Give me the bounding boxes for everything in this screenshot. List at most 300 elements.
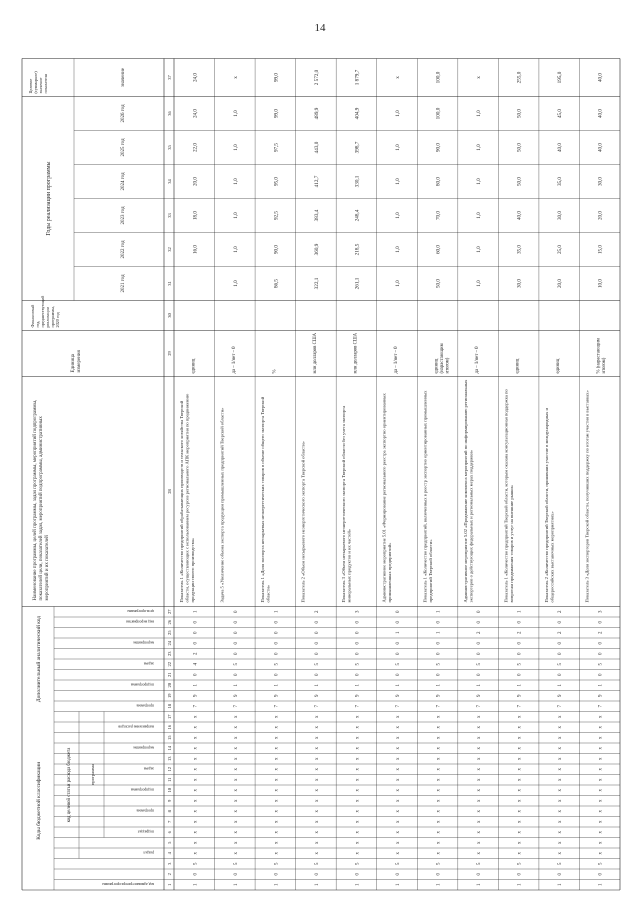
text-line: Финансовый bbox=[30, 304, 35, 328]
row-year-value: 100,0 bbox=[435, 107, 442, 120]
header-value: значение bbox=[121, 68, 126, 87]
row-name bbox=[260, 396, 271, 602]
row-year-value: 1,0 bbox=[232, 280, 239, 287]
code-cell: 0 bbox=[314, 873, 320, 876]
code-cell: х bbox=[517, 768, 523, 771]
row-unit bbox=[191, 358, 196, 373]
text-line: мероприятий и их показателей bbox=[45, 535, 50, 601]
header-year-1: 2021 год bbox=[121, 274, 126, 293]
code-cell: х bbox=[193, 789, 199, 792]
text-line: Административное мероприятие 5.02 «Продвижение комплекса мероприятий по информированию региональных bbox=[462, 379, 468, 603]
code-cell: 0 bbox=[396, 621, 401, 624]
row-name bbox=[422, 390, 433, 603]
row-year-value: 261,1 bbox=[354, 277, 361, 290]
row-total: 195,0 bbox=[557, 71, 564, 84]
code-cell: х bbox=[517, 726, 523, 729]
code-cell: х bbox=[477, 852, 483, 855]
row-year-value: 1,0 bbox=[395, 280, 401, 287]
header-code-label: программа bbox=[136, 703, 154, 708]
code-cell: 0 bbox=[477, 610, 483, 613]
row-year-value: 50,0 bbox=[516, 176, 523, 187]
colnum-33: 33 bbox=[167, 213, 172, 218]
row-unit bbox=[232, 346, 237, 374]
code-cell: х bbox=[558, 726, 564, 729]
code-cell: х bbox=[396, 789, 401, 792]
code-cell: 2 bbox=[558, 610, 564, 613]
code-cell: 1 bbox=[193, 883, 199, 886]
code-cell: х bbox=[477, 747, 483, 750]
code-cell: х bbox=[436, 852, 442, 855]
code-cell: х bbox=[355, 852, 361, 855]
code-cell: 9 bbox=[598, 694, 604, 697]
code-cell: х bbox=[477, 757, 483, 760]
row-year-value: 90,0 bbox=[273, 244, 280, 255]
code-cell: 0 bbox=[396, 873, 401, 876]
code-cell: 0 bbox=[233, 631, 239, 634]
header-name bbox=[33, 400, 50, 601]
code-cell: 1 bbox=[193, 610, 199, 613]
text-line: реализации bbox=[45, 307, 50, 328]
row-year-value: 20,0 bbox=[557, 278, 564, 289]
code-cell: 5 bbox=[558, 663, 564, 666]
code-cell: 0 bbox=[517, 673, 523, 676]
code-cell: х bbox=[558, 820, 564, 823]
code-cell: х bbox=[436, 789, 442, 792]
code-cell: х bbox=[598, 726, 604, 729]
row-year-value: 1,0 bbox=[232, 178, 239, 185]
row-year-value: 86,5 bbox=[273, 278, 280, 289]
header-code-label: направление расходов bbox=[118, 724, 154, 729]
code-cell: 0 bbox=[193, 873, 199, 876]
row-year-value: 22,0 bbox=[192, 142, 199, 153]
text-line: (суммарное) bbox=[33, 71, 38, 94]
code-cell: 0 bbox=[355, 673, 361, 676]
code-cell: 1 bbox=[598, 883, 604, 886]
code-cell: 1 bbox=[274, 684, 280, 687]
row-year-value: 20,0 bbox=[597, 210, 604, 221]
code-cell: 9 bbox=[274, 694, 280, 697]
text-line: единиц bbox=[556, 358, 562, 374]
code-cell: 1 bbox=[436, 684, 442, 687]
code-cell: 0 bbox=[193, 642, 199, 645]
code-cell: 0 bbox=[193, 631, 199, 634]
code-cell: х bbox=[436, 768, 442, 771]
colnum-9: 9 bbox=[167, 799, 172, 802]
colnum-2: 2 bbox=[167, 873, 172, 876]
code-cell: х bbox=[436, 757, 442, 760]
text-line: Административное мероприятие 5.01 «Формирование регионального реестра экспортно ориентированных bbox=[381, 393, 387, 603]
row-total: 40,0 bbox=[597, 72, 604, 83]
row-year-value: 1,0 bbox=[232, 110, 239, 117]
code-cell: 7 bbox=[477, 705, 483, 708]
code-cell: 1 bbox=[233, 684, 239, 687]
code-cell: х bbox=[517, 831, 523, 834]
colnum-12: 12 bbox=[167, 767, 172, 772]
code-cell: х bbox=[233, 852, 239, 855]
row-year-value: 60,0 bbox=[435, 244, 442, 255]
code-cell: х bbox=[355, 831, 361, 834]
code-cell: 5 bbox=[396, 663, 401, 666]
code-cell: х bbox=[558, 789, 564, 792]
row-total: 24,0 bbox=[192, 72, 199, 83]
row-year-value: 383,4 bbox=[313, 209, 320, 222]
text-line: да – 1/нет – 0 bbox=[394, 346, 399, 374]
code-cell: 0 bbox=[436, 642, 442, 645]
header-unit bbox=[71, 349, 82, 372]
code-cell: х bbox=[355, 747, 361, 750]
row-year-value: 1,0 bbox=[476, 178, 483, 185]
code-cell: 0 bbox=[558, 673, 564, 676]
row-year-value: 1,0 bbox=[476, 212, 483, 219]
row-year-value: 95,0 bbox=[273, 176, 280, 187]
code-cell: х bbox=[558, 852, 564, 855]
code-cell: х bbox=[517, 789, 523, 792]
code-cell: 1 bbox=[274, 883, 280, 886]
code-cell: х bbox=[558, 736, 564, 739]
code-cell: 1 bbox=[314, 684, 320, 687]
header-target-expense: код целевой статьи расхода бюджета bbox=[67, 747, 72, 823]
code-cell: 1 bbox=[558, 883, 564, 886]
header-code-label: программа bbox=[136, 808, 154, 813]
code-cell: х bbox=[314, 757, 320, 760]
code-cell: 0 bbox=[598, 673, 604, 676]
row-year-value: 1,0 bbox=[395, 246, 401, 253]
code-cell: 0 bbox=[274, 873, 280, 876]
colnum-6: 6 bbox=[167, 831, 172, 834]
header-code-label: код администратора программы bbox=[102, 882, 154, 887]
row-unit bbox=[272, 370, 277, 374]
header-year-3: 2023 год bbox=[121, 206, 126, 225]
code-cell: 0 bbox=[274, 642, 280, 645]
row-year-value: 1,0 bbox=[395, 178, 401, 185]
code-cell: х bbox=[558, 841, 564, 844]
code-cell: х bbox=[314, 820, 320, 823]
text-line: итогом) bbox=[445, 357, 451, 374]
header-year-5: 2025 год bbox=[121, 138, 126, 157]
code-cell: 5 bbox=[355, 663, 361, 666]
row-total: 99,0 bbox=[273, 72, 280, 83]
code-cell: 0 bbox=[274, 631, 280, 634]
code-cell: х bbox=[233, 757, 239, 760]
text-line: Показатель 1 «Количество предприятий Тверской области, которым оказана консультационная поддержка по bbox=[503, 389, 509, 603]
code-cell: х bbox=[233, 799, 239, 802]
code-cell: 1 bbox=[355, 883, 361, 886]
code-cell: 1 bbox=[233, 883, 239, 886]
row-year-value: 330,1 bbox=[354, 175, 361, 188]
colnum-15: 15 bbox=[167, 735, 172, 740]
code-cell: 0 bbox=[355, 631, 361, 634]
code-cell: х bbox=[274, 810, 280, 813]
row-year-value: 15,0 bbox=[597, 244, 604, 255]
code-cell: 1 bbox=[314, 883, 320, 886]
code-cell: 2 bbox=[477, 631, 483, 634]
row-total: х bbox=[476, 76, 483, 79]
row-year-value: 30,0 bbox=[597, 176, 604, 187]
colnum-3: 3 bbox=[167, 862, 172, 865]
code-cell: 5 bbox=[598, 663, 604, 666]
row-year-value: 30,0 bbox=[557, 210, 564, 221]
code-cell: 0 bbox=[598, 873, 604, 876]
code-cell: 9 bbox=[558, 694, 564, 697]
code-cell: 2 bbox=[598, 631, 604, 634]
row-year-value: 40,0 bbox=[597, 108, 604, 119]
code-cell: 3 bbox=[598, 610, 604, 613]
code-cell: 1 bbox=[517, 610, 523, 613]
row-name bbox=[544, 408, 555, 603]
row-total: 255,0 bbox=[516, 71, 523, 84]
code-cell: 9 bbox=[477, 694, 483, 697]
code-cell: 0 bbox=[436, 652, 442, 655]
code-cell: х bbox=[233, 831, 239, 834]
code-cell: х bbox=[274, 747, 280, 750]
row-year-value: 218,5 bbox=[354, 243, 361, 256]
row-year-value: 40,0 bbox=[557, 142, 564, 153]
header-code-label: мероприятие bbox=[133, 640, 154, 645]
code-cell: х bbox=[314, 841, 320, 844]
row-year-value: 90,0 bbox=[435, 142, 442, 153]
code-cell: х bbox=[477, 799, 483, 802]
row-name bbox=[341, 406, 352, 603]
code-cell: 1 bbox=[193, 684, 199, 687]
code-cell: 0 bbox=[193, 673, 199, 676]
colnum-11: 11 bbox=[167, 777, 172, 782]
code-cell: х bbox=[558, 768, 564, 771]
code-cell: 2 bbox=[314, 610, 320, 613]
row-year-value: 50,0 bbox=[435, 278, 442, 289]
code-cell: х bbox=[233, 736, 239, 739]
text-line: да – 1/нет – 0 bbox=[475, 346, 481, 374]
code-cell: 0 bbox=[274, 652, 280, 655]
code-cell: х bbox=[598, 747, 604, 750]
header-year-2: 2022 год bbox=[121, 240, 126, 259]
row-year-value: 80,0 bbox=[435, 176, 442, 187]
text-line: измерения bbox=[77, 350, 82, 373]
code-cell: х bbox=[598, 810, 604, 813]
code-cell: 1 bbox=[517, 684, 523, 687]
colnum-31: 31 bbox=[167, 281, 172, 286]
header-code-label: раздел bbox=[143, 850, 154, 855]
code-cell: х bbox=[396, 799, 401, 802]
row-year-value: 1,0 bbox=[476, 280, 483, 287]
code-cell: 0 bbox=[517, 642, 523, 645]
row-unit bbox=[435, 343, 451, 373]
row-name bbox=[503, 388, 514, 602]
code-cell: 0 bbox=[517, 873, 523, 876]
row-year-value: 1,0 bbox=[232, 212, 239, 219]
code-cell: 5 bbox=[436, 862, 442, 865]
code-cell: 0 bbox=[436, 873, 442, 876]
row-unit bbox=[353, 332, 358, 373]
code-cell: 0 bbox=[598, 621, 604, 624]
text-line: Показатель 1 «Доля экспорта несырьевых неэнергетических товаров в объеме общего экспорта Тверской bbox=[260, 396, 266, 603]
text-line: Показатель 2 «Количество предприятий Тверской области, принявших участие в международных и bbox=[543, 408, 549, 603]
text-line: области» bbox=[265, 584, 271, 603]
code-cell: 1 bbox=[396, 883, 401, 886]
row-total: 1 879,7 bbox=[354, 69, 361, 86]
code-cell: х bbox=[314, 810, 320, 813]
code-cell: х bbox=[193, 747, 199, 750]
code-cell: 0 bbox=[355, 873, 361, 876]
code-cell: 0 bbox=[517, 652, 523, 655]
row-unit bbox=[597, 338, 608, 373]
text-line: области, осуществляющих с использованием ресурсов регионального АПК мероприятия по продвижению bbox=[184, 393, 190, 603]
row-unit bbox=[556, 358, 561, 373]
text-line: Показатель 3 «Объем несырьевого неэнергетического экспорта Тверской области без учета экспорта bbox=[341, 405, 347, 603]
code-cell: х bbox=[436, 820, 442, 823]
text-line: Показатель 3 «Доля экспортеров Тверской области, получивших поддержку по итогам участия в выставках» bbox=[584, 390, 590, 603]
code-cell: 0 bbox=[233, 610, 239, 613]
code-cell: 1 bbox=[558, 684, 564, 687]
code-cell: х bbox=[517, 747, 523, 750]
text-line: значение bbox=[38, 77, 43, 94]
code-cell: х bbox=[314, 799, 320, 802]
row-year-value: 248,4 bbox=[354, 209, 361, 222]
text-line: показателей цели, показателей задач, мероприятий подпрограммы, административных bbox=[39, 416, 44, 601]
colnum-19: 19 bbox=[167, 693, 172, 698]
colnum-29: 29 bbox=[167, 351, 172, 356]
code-cell: 7 bbox=[558, 705, 564, 708]
row-year-value: 10,0 bbox=[597, 278, 604, 289]
code-cell: 0 bbox=[355, 642, 361, 645]
code-cell: 0 bbox=[558, 873, 564, 876]
code-cell: х bbox=[355, 778, 361, 781]
colnum-7: 7 bbox=[167, 820, 172, 823]
code-cell: 1 bbox=[396, 631, 401, 634]
code-cell: х bbox=[314, 747, 320, 750]
code-cell: 0 bbox=[314, 642, 320, 645]
header-target-value bbox=[28, 71, 48, 94]
row-year-value: 1,0 bbox=[476, 144, 483, 151]
code-cell: 0 bbox=[477, 673, 483, 676]
code-cell: 0 bbox=[314, 652, 320, 655]
code-cell: 0 bbox=[314, 631, 320, 634]
code-cell: х bbox=[598, 841, 604, 844]
code-cell: х bbox=[396, 810, 401, 813]
code-cell: 0 bbox=[477, 621, 483, 624]
code-cell: 0 bbox=[355, 621, 361, 624]
code-cell: х bbox=[314, 726, 320, 729]
row-year-value: 24,0 bbox=[192, 108, 199, 119]
text-line: промышленных предприятий» bbox=[387, 542, 393, 603]
text-line: экспортеров о действующих федеральных и региональных мерах поддержки» bbox=[468, 449, 474, 603]
code-cell: х bbox=[517, 715, 523, 718]
text-line: 2020 год bbox=[55, 312, 60, 328]
code-cell: 2 bbox=[558, 631, 564, 634]
code-cell: 0 bbox=[233, 642, 239, 645]
colnum-10: 10 bbox=[167, 788, 172, 793]
code-cell: х bbox=[558, 747, 564, 750]
code-cell: 7 bbox=[274, 705, 280, 708]
code-cell: х bbox=[477, 789, 483, 792]
row-year-value: 1,0 bbox=[395, 144, 401, 151]
code-cell: х bbox=[477, 841, 483, 844]
code-cell: 0 bbox=[396, 652, 401, 655]
code-cell: 0 bbox=[477, 652, 483, 655]
code-cell: 7 bbox=[314, 705, 320, 708]
code-cell: х bbox=[517, 757, 523, 760]
text-line: Показатель 2 «Объем несырьевого неэнергетического экспорта Тверской области» bbox=[300, 441, 306, 603]
code-cell: х bbox=[355, 726, 361, 729]
code-cell: 1 bbox=[274, 610, 280, 613]
code-cell: 1 bbox=[477, 684, 483, 687]
code-cell: х bbox=[314, 715, 320, 718]
row-unit bbox=[394, 346, 399, 374]
code-cell: 5 bbox=[558, 862, 564, 865]
code-cell: х bbox=[193, 831, 199, 834]
code-cell: х bbox=[314, 852, 320, 855]
row-name bbox=[301, 440, 306, 602]
text-line: единиц bbox=[515, 358, 521, 374]
row-year-value: 20,0 bbox=[192, 176, 199, 187]
code-cell: х bbox=[436, 799, 442, 802]
row-year-value: 1,0 bbox=[232, 144, 239, 151]
row-year-value: 35,0 bbox=[557, 176, 564, 187]
code-cell: х bbox=[274, 799, 280, 802]
code-cell: х bbox=[193, 820, 199, 823]
code-cell: 0 bbox=[436, 673, 442, 676]
row-unit bbox=[475, 346, 480, 374]
code-cell: х bbox=[436, 841, 442, 844]
code-cell: 5 bbox=[477, 663, 483, 666]
code-cell: 0 bbox=[193, 621, 199, 624]
code-cell: х bbox=[314, 789, 320, 792]
page-number: 14 bbox=[314, 22, 326, 34]
header-year-6: 2026 год bbox=[121, 104, 126, 123]
row-name bbox=[382, 393, 393, 603]
code-cell: х bbox=[517, 820, 523, 823]
code-cell: х bbox=[274, 820, 280, 823]
code-cell: 9 bbox=[314, 694, 320, 697]
code-cell: х bbox=[355, 841, 361, 844]
text-line: % (нарастающим bbox=[596, 338, 602, 374]
row-year-value: 70,0 bbox=[435, 210, 442, 221]
code-cell: 5 bbox=[477, 862, 483, 865]
text-line: вопросам продвижения товаров и услуг на внешние рынки» bbox=[508, 484, 514, 603]
code-cell: 5 bbox=[233, 862, 239, 865]
row-year-value: 40,0 bbox=[516, 210, 523, 221]
code-cell: 9 bbox=[233, 694, 239, 697]
code-cell: х bbox=[355, 810, 361, 813]
code-cell: 4 bbox=[193, 663, 199, 666]
code-cell: х bbox=[396, 736, 401, 739]
code-cell: 1 bbox=[396, 684, 401, 687]
text-line: показателя bbox=[43, 74, 48, 94]
code-cell: х bbox=[598, 778, 604, 781]
row-year-value: 92,5 bbox=[273, 210, 280, 221]
code-cell: х bbox=[517, 852, 523, 855]
code-cell: х bbox=[477, 778, 483, 781]
text-line: Показатель 1 «Количество предприятий, включенных в реестр экспортно ориентированных промышленных bbox=[422, 390, 428, 603]
code-cell: 2 bbox=[193, 652, 199, 655]
code-cell: х bbox=[355, 820, 361, 823]
colnum-28: 28 bbox=[167, 489, 172, 494]
colnum-5: 5 bbox=[167, 841, 172, 844]
row-year-value: 412,7 bbox=[313, 175, 320, 188]
code-cell: х bbox=[193, 799, 199, 802]
code-cell: х bbox=[396, 715, 401, 718]
text-line: Целевое bbox=[28, 78, 33, 94]
header-code-label: мероприятие bbox=[133, 745, 154, 750]
colnum-30: 30 bbox=[167, 313, 172, 318]
code-cell: 0 bbox=[517, 621, 523, 624]
text-line: минеральных продуктов и их частей» bbox=[346, 528, 352, 603]
row-total: 2 572,0 bbox=[313, 69, 320, 86]
row-year-value: 1,0 bbox=[395, 110, 401, 117]
code-cell: х bbox=[396, 757, 401, 760]
colnum-13: 13 bbox=[167, 756, 172, 761]
rotated-table bbox=[14, 40, 626, 900]
code-cell: х bbox=[558, 799, 564, 802]
